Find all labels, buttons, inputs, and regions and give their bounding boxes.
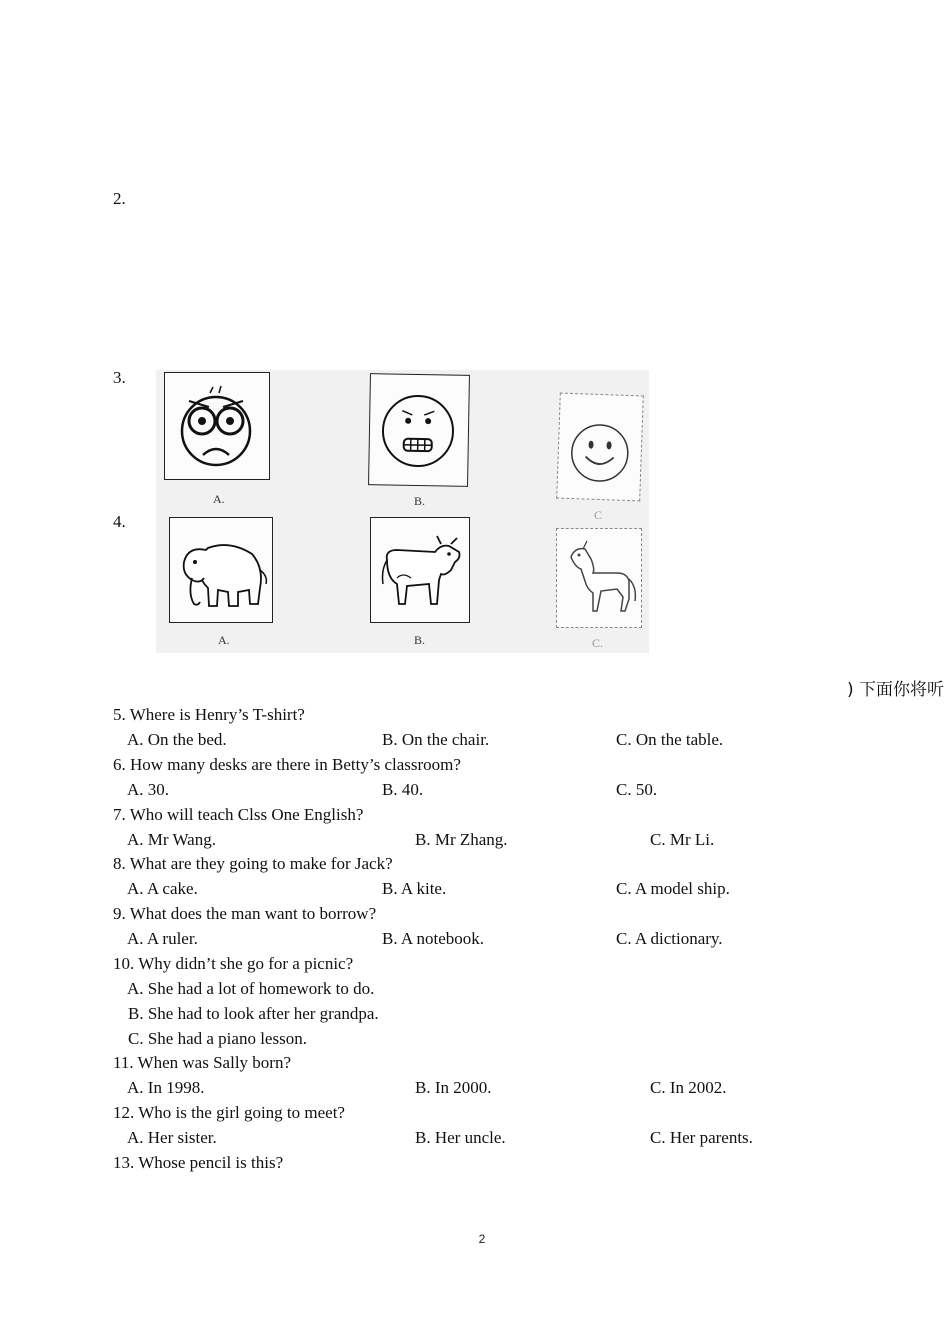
option-3c-frame — [556, 393, 644, 502]
page-number: 2 — [478, 1232, 486, 1246]
q12-option-a: A. Her sister. — [127, 1128, 217, 1147]
option-4c-label: C. — [592, 636, 604, 650]
scared-face-icon — [369, 374, 468, 485]
q11-option-a: A. In 1998. — [127, 1078, 205, 1097]
question-2-number: 2. — [113, 189, 126, 208]
option-3b-label: B. — [414, 494, 426, 508]
q6-option-b: B. 40. — [382, 780, 424, 799]
smiley-face-icon — [557, 394, 643, 501]
question-9: 9. What does the man want to borrow? — [113, 904, 377, 923]
question-13: 13. Whose pencil is this? — [113, 1153, 284, 1172]
picture-figure — [156, 370, 649, 653]
q7-option-c: C. Mr Li. — [650, 830, 715, 849]
q11-option-c: C. In 2002. — [650, 1078, 727, 1097]
question-11: 11. When was Sally born? — [113, 1053, 291, 1072]
question-3-number: 3. — [113, 368, 126, 387]
option-4a-label: A. — [218, 633, 230, 647]
option-4b-frame — [370, 517, 470, 623]
question-12: 12. Who is the girl going to meet? — [113, 1103, 345, 1122]
option-3a-frame — [164, 372, 270, 480]
section-instruction: ) 下面你将听 — [847, 680, 945, 700]
q8-option-b: B. A kite. — [382, 879, 447, 898]
q9-option-b: B. A notebook. — [382, 929, 485, 948]
q7-option-b: B. Mr Zhang. — [415, 830, 508, 849]
option-3b-frame — [368, 373, 470, 487]
option-4c-frame — [556, 528, 642, 628]
q5-option-c: C. On the table. — [616, 730, 724, 749]
q6-option-c: C. 50. — [616, 780, 658, 799]
question-6: 6. How many desks are there in Betty’s classroom? — [113, 755, 461, 774]
q5-option-a: A. On the bed. — [127, 730, 227, 749]
q12-option-b: B. Her uncle. — [415, 1128, 506, 1147]
question-10: 10. Why didn’t she go for a picnic? — [113, 954, 354, 973]
q6-option-a: A. 30. — [127, 780, 170, 799]
angry-face-with-glasses-icon — [165, 373, 268, 478]
option-4b-label: B. — [414, 633, 426, 647]
q12-option-c: C. Her parents. — [650, 1128, 753, 1147]
q8-option-c: C. A model ship. — [616, 879, 730, 898]
q8-option-a: A. A cake. — [127, 879, 198, 898]
option-3a-label: A. — [213, 492, 225, 506]
option-3c-label: C — [594, 508, 603, 522]
q7-option-a: A. Mr Wang. — [127, 830, 216, 849]
question-4-number: 4. — [113, 512, 126, 531]
q10-option-a: A. She had a lot of homework to do. — [127, 979, 375, 998]
question-7: 7. Who will teach Clss One English? — [113, 805, 364, 824]
elephant-icon — [170, 518, 271, 621]
question-5: 5. Where is Henry’s T-shirt? — [113, 705, 305, 724]
q5-option-b: B. On the chair. — [382, 730, 490, 749]
q9-option-c: C. A dictionary. — [616, 929, 723, 948]
q10-option-b: B. She had to look after her grandpa. — [128, 1004, 379, 1023]
option-4a-frame — [169, 517, 273, 623]
question-8: 8. What are they going to make for Jack? — [113, 854, 393, 873]
q10-option-c: C. She had a piano lesson. — [128, 1029, 307, 1048]
q9-option-a: A. A ruler. — [127, 929, 198, 948]
cow-icon — [371, 518, 468, 621]
horse-icon — [557, 529, 641, 627]
q11-option-b: B. In 2000. — [415, 1078, 492, 1097]
